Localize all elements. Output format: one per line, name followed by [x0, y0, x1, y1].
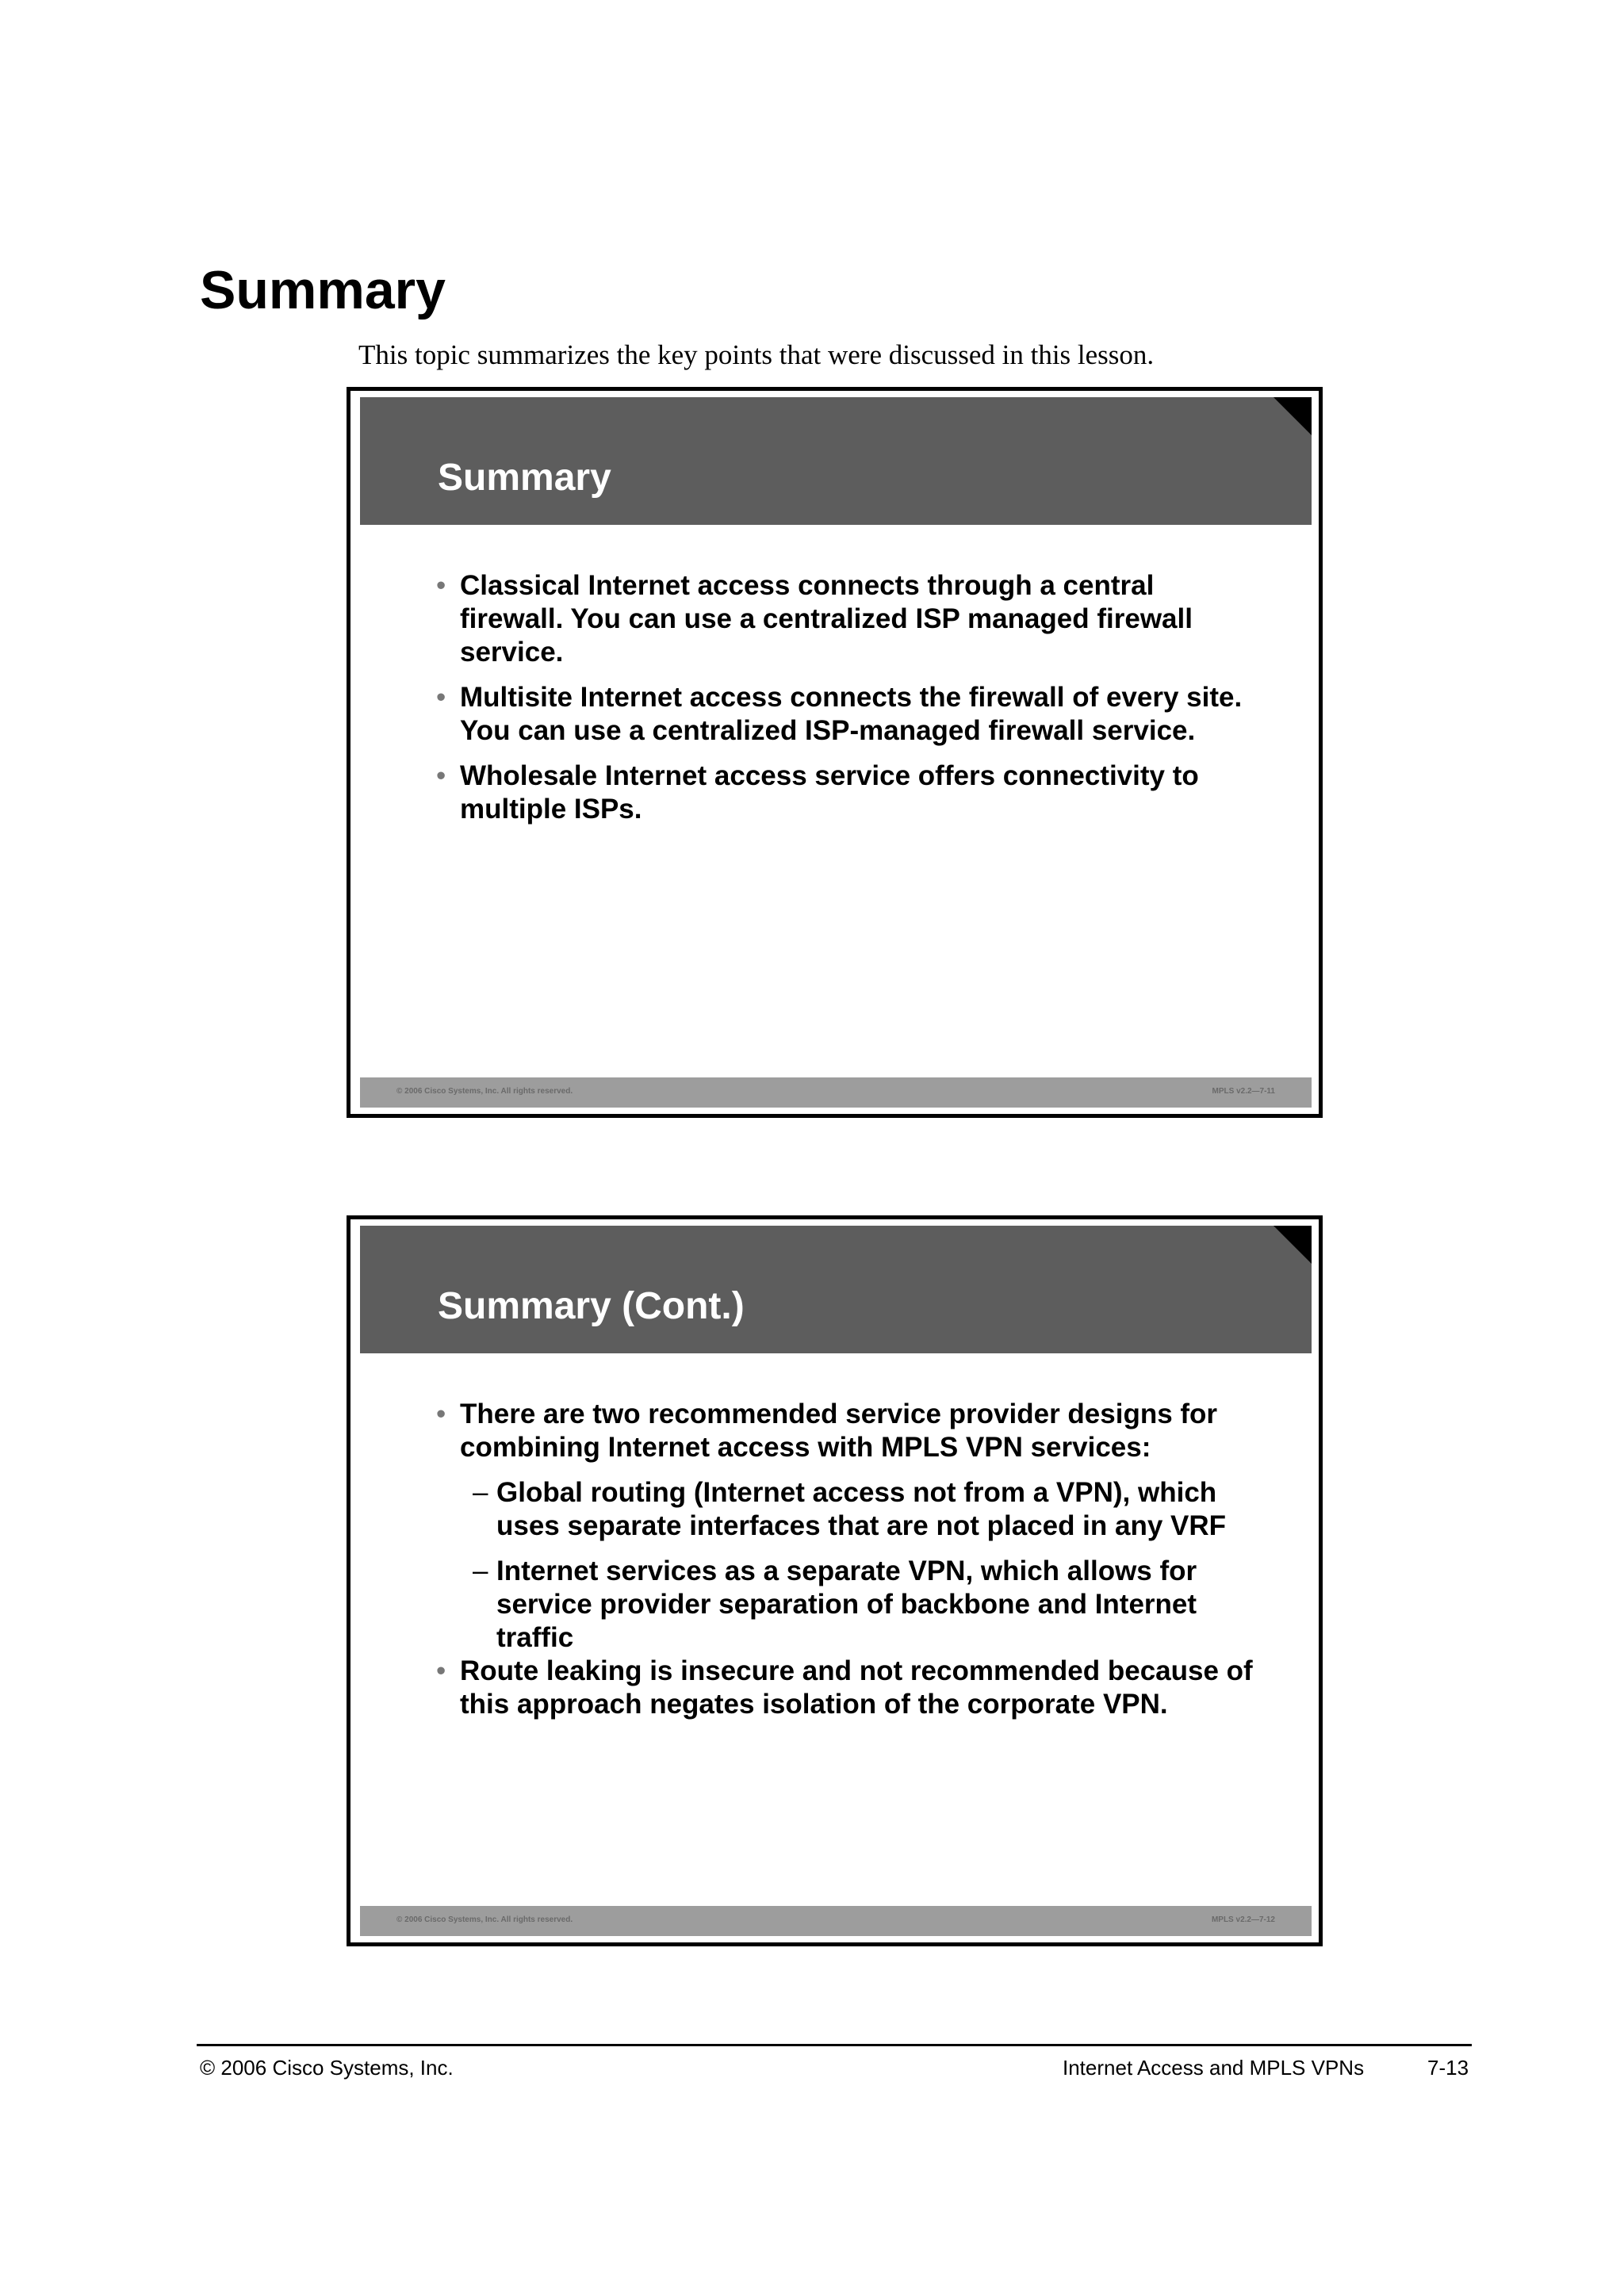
slide-code: MPLS v2.2—7-12 [1211, 1915, 1275, 1924]
footer-copyright: © 2006 Cisco Systems, Inc. [200, 2056, 454, 2080]
bullet-text: Route leaking is insecure and not recommended because of this approach negates isolation of the corporate VPN. [460, 1655, 1253, 1720]
slide-code: MPLS v2.2—7-11 [1212, 1087, 1275, 1096]
slide-footer [360, 1077, 1312, 1108]
bullet-text: Multisite Internet access connects the firewall of every site. You can use a centralized ISP-managed firewall service. [460, 682, 1243, 746]
slide-footer [360, 1906, 1312, 1936]
slide-copyright: © 2006 Cisco Systems, Inc. All rights reserved. [396, 1087, 573, 1096]
sub-bullet-item [460, 1476, 1261, 1543]
sub-bullet-list [460, 1476, 1261, 1655]
bullet-icon: • [436, 570, 446, 601]
bullet-item [436, 760, 1261, 826]
corner-triangle-icon [1274, 1226, 1312, 1264]
bullet-icon: • [436, 1399, 446, 1429]
bullet-icon: • [436, 760, 446, 791]
bullet-item [436, 569, 1261, 669]
footer-divider [197, 2044, 1472, 2046]
sub-bullet-text: Internet services as a separate VPN, which allows for service provider separation of backbone and Internet traffic [496, 1556, 1197, 1653]
intro-text: This topic summarizes the key points that were discussed in this lesson. [358, 339, 1155, 370]
sub-bullet-item [460, 1555, 1261, 1655]
bullet-text: Wholesale Internet access service offers connectivity to multiple ISPs. [460, 760, 1199, 825]
page-title: Summary [200, 260, 446, 320]
slide-title: Summary [438, 457, 611, 499]
slide-copyright: © 2006 Cisco Systems, Inc. All rights reserved. [396, 1915, 573, 1924]
dash-icon: – [473, 1477, 488, 1508]
footer-page-number: 7-13 [1427, 2056, 1469, 2080]
slide-body [436, 569, 1261, 838]
bullet-item [436, 1655, 1261, 1721]
dash-icon: – [473, 1556, 488, 1586]
slide-header [360, 397, 1312, 525]
bullet-icon: • [436, 682, 446, 713]
bullet-list [436, 1398, 1261, 1721]
bullet-icon: • [436, 1655, 446, 1686]
bullet-item [436, 681, 1261, 748]
bullet-item [436, 1398, 1261, 1655]
slide-summary [347, 387, 1323, 1118]
slide-title: Summary (Cont.) [438, 1285, 745, 1327]
slide-header [360, 1226, 1312, 1353]
bullet-list [436, 569, 1261, 826]
footer-course-title: Internet Access and MPLS VPNs [1063, 2056, 1365, 2080]
bullet-text: Classical Internet access connects through a central firewall. You can use a centralized ISP managed firewall service. [460, 570, 1193, 668]
sub-bullet-text: Global routing (Internet access not from a VPN), which uses separate interfaces that are not placed in any VRF [496, 1477, 1227, 1541]
corner-triangle-icon [1274, 397, 1312, 435]
slide-summary-cont [347, 1215, 1323, 1946]
bullet-text: There are two recommended service provider designs for combining Internet access with MPLS VPN services: [460, 1399, 1218, 1463]
slide-body [436, 1398, 1261, 1733]
